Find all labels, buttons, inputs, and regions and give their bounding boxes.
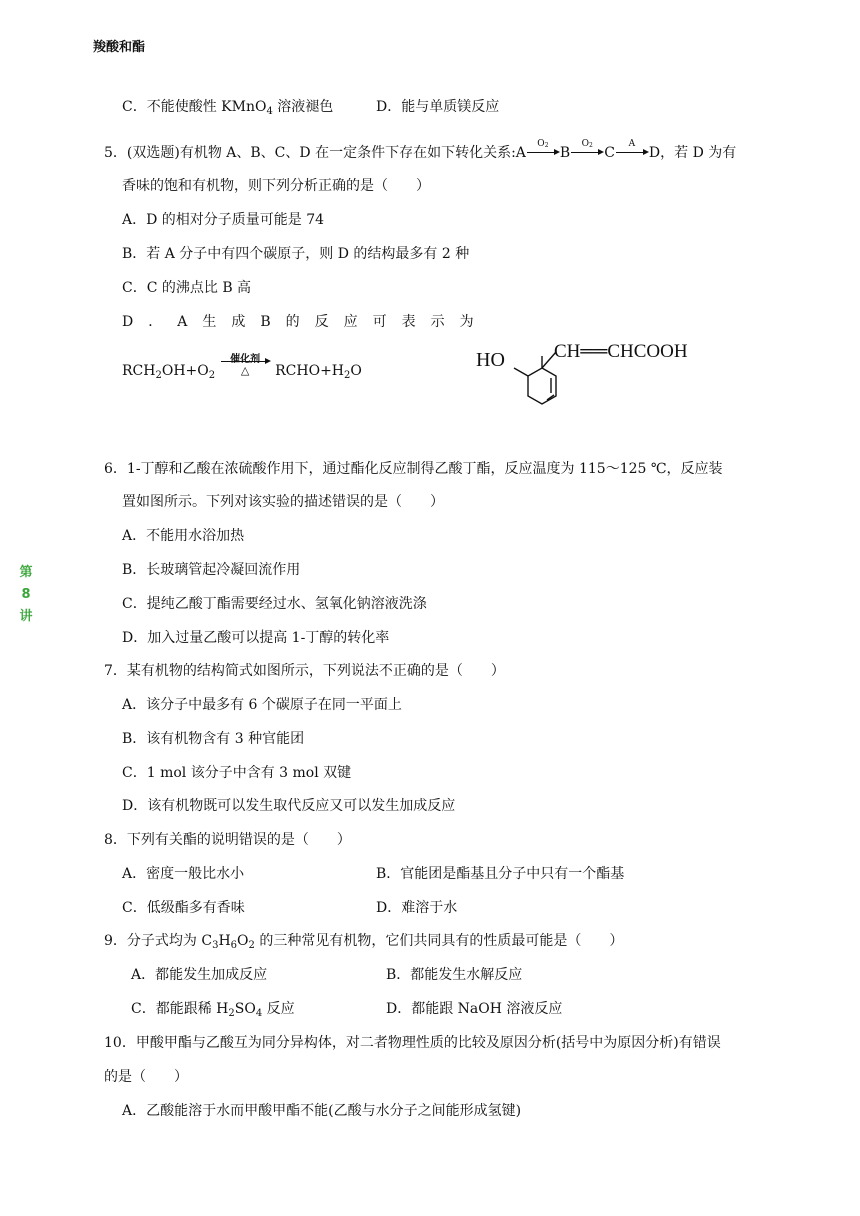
- q7-option-c: C．1 mol 该分子中含有 3 mol 双键: [122, 765, 352, 781]
- q6-option-b: B．长玻璃管起冷凝回流作用: [122, 562, 301, 578]
- q9-option-a: A．都能发生加成反应: [131, 967, 268, 983]
- q8-option-c: C．低级酯多有香味: [122, 900, 245, 916]
- side-tab-char: 讲: [19, 609, 33, 624]
- q7-stem: 7．某有机物的结构简式如图所示，下列说法不正确的是（ ）: [104, 663, 505, 679]
- q8-option-b: B．官能团是酯基且分子中只有一个酯基: [376, 866, 625, 882]
- side-tab-char: 8: [21, 587, 31, 602]
- q5-option-b: B．若 A 分子中有四个碳原子，则 D 的结构最多有 2 种: [122, 246, 470, 262]
- q6-option-a: A．不能用水浴加热: [122, 528, 245, 544]
- page-header-title: 羧酸和酯: [93, 40, 146, 55]
- q7-option-a: A．该分子中最多有 6 个碳原子在同一平面上: [122, 697, 402, 713]
- q4-option-c: C．不能使酸性 KMnO$_4$ 溶液褪色: [122, 99, 334, 117]
- q5-option-a: A．D 的相对分子质量可能是 74: [122, 212, 325, 228]
- q8-option-d: D．难溶于水: [376, 900, 458, 916]
- catalyst-condition-arrow: 催化剂 △: [219, 362, 271, 380]
- q9-option-c: C．都能跟稀 $H_2SO_4$ 反应: [131, 1001, 295, 1019]
- q10-stem-line2: 的是（ ）: [104, 1069, 188, 1085]
- q9-option-b: B．都能发生水解反应: [386, 967, 523, 983]
- q10-option-a: A．乙酸能溶于水而甲酸甲酯不能(乙酸与水分子之间能形成氢键): [122, 1103, 522, 1119]
- reaction-arrow-1: $O_2$: [526, 144, 560, 162]
- q8-option-a: A．密度一般比水小: [122, 866, 245, 882]
- reaction-arrow-2: $O_2$: [570, 144, 604, 162]
- hydroxyl-label: HO: [476, 349, 505, 371]
- q6-stem-line1: 6．1-丁醇和乙酸在浓硫酸作用下，通过酯化反应制得乙酸丁酯，反应温度为 115～125 ℃，反应装: [104, 461, 723, 477]
- q5-stem-line1: 5．(双选题)有机物 A、B、C、D 在一定条件下存在如下转化关系:A $O_2$ B $O_2$ C A D，若 D 为有: [104, 139, 737, 161]
- reaction-arrow-3: A: [615, 144, 649, 162]
- q6-option-c: C．提纯乙酸丁酯需要经过水、氢氧化钠溶液洗涤: [122, 596, 427, 612]
- q4-option-d: D．能与单质镁反应: [376, 99, 500, 115]
- q6-option-d: D．加入过量乙酸可以提高 1-丁醇的转化率: [122, 630, 390, 646]
- q9-option-d: D．都能跟 NaOH 溶液反应: [386, 1001, 563, 1017]
- q6-stem-line2: 置如图所示。下列对该实验的描述错误的是（ ）: [122, 494, 444, 510]
- q5-equation: $RCH_2OH+O_2$ 催化剂 △ $RCHO+H_2O$: [122, 354, 362, 381]
- q5-stem-line2: 香味的饱和有机物，则下列分析正确的是（ ）: [122, 178, 430, 194]
- q9-stem: 9．分子式均为 $C_3H_6O_2$ 的三种常见有机物，它们共同具有的性质最可能是（ ）: [104, 933, 624, 951]
- molecule-structure-figure: [474, 334, 714, 416]
- q5-option-d: D．A生成B的反应可表示为: [122, 314, 489, 330]
- side-chain-label: CH══CHCOOH: [554, 341, 688, 362]
- side-chapter-tab: [18, 562, 34, 628]
- q8-stem: 8．下列有关酯的说明错误的是（ ）: [104, 832, 351, 848]
- side-tab-char: 第: [19, 565, 33, 580]
- q7-option-d: D．该有机物既可以发生取代反应又可以发生加成反应: [122, 798, 456, 814]
- q7-option-b: B．该有机物含有 3 种官能团: [122, 731, 305, 747]
- q10-stem-line1: 10．甲酸甲酯与乙酸互为同分异构体，对二者物理性质的比较及原因分析(括号中为原因分析)有错误: [104, 1035, 721, 1051]
- q5-option-c: C．C 的沸点比 B 高: [122, 280, 252, 296]
